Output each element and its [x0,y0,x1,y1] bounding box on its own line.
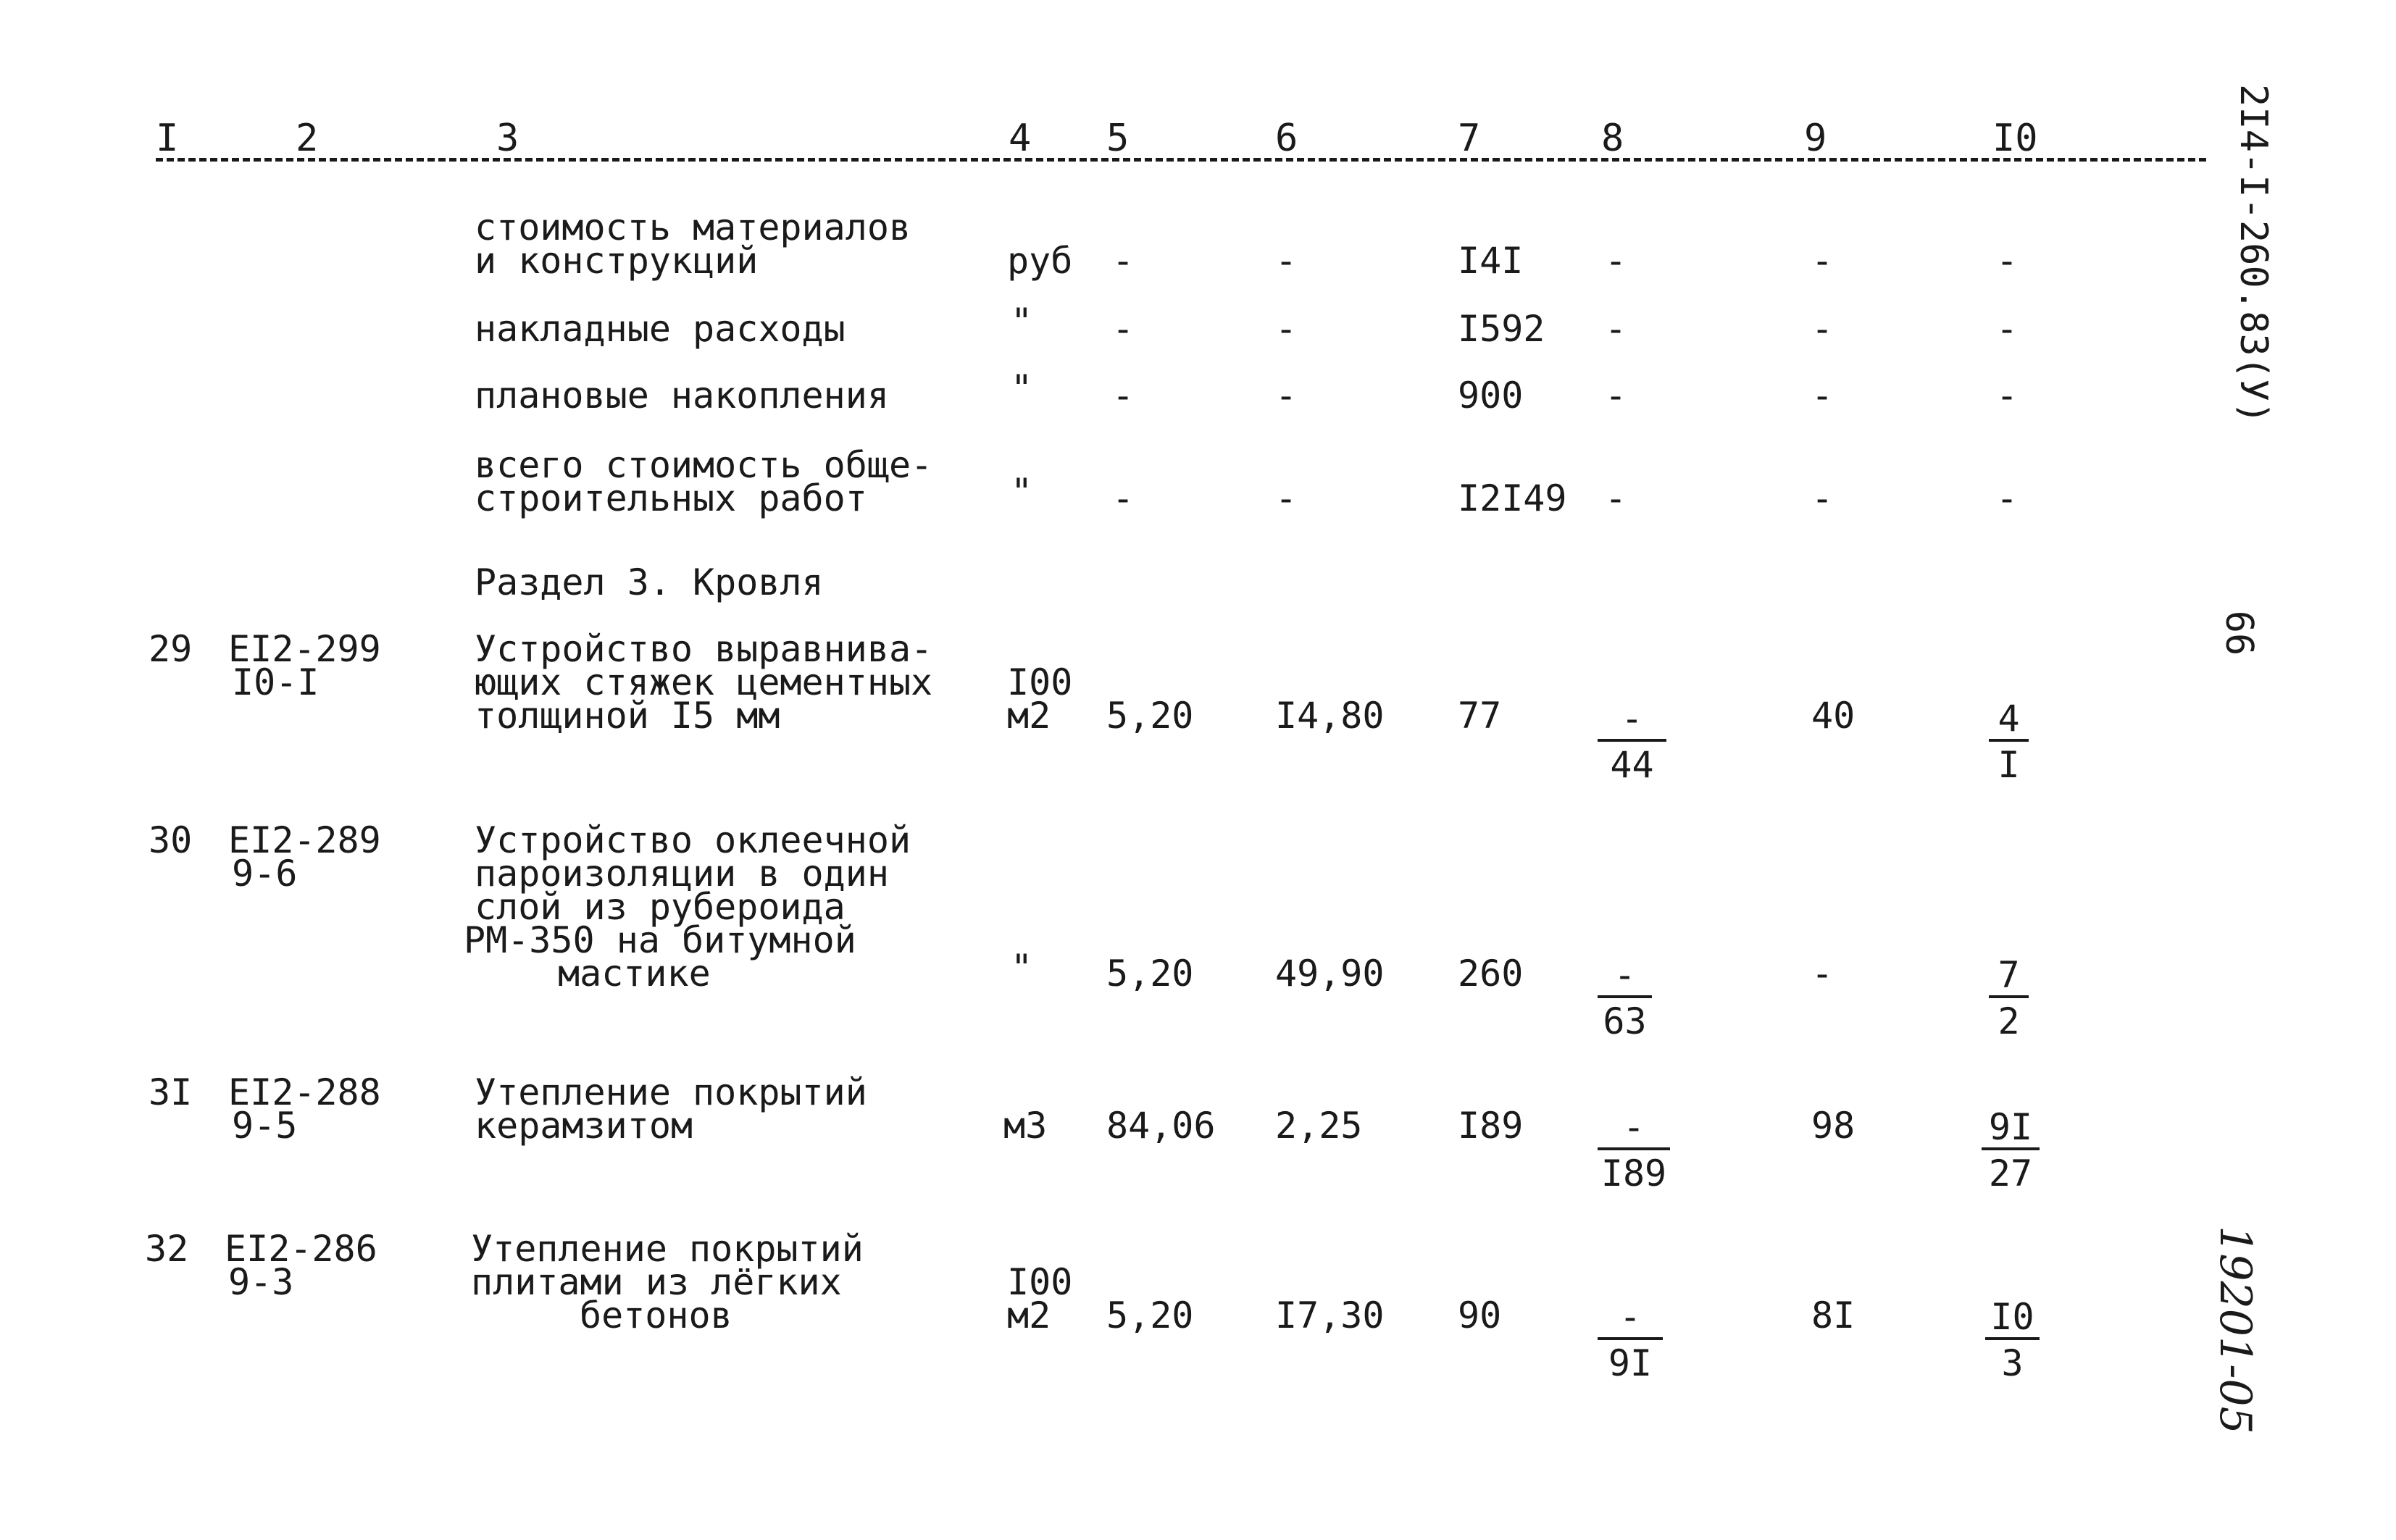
fraction-denominator: 63 [1603,1000,1647,1042]
row-col10: - [1996,240,2019,282]
fraction-denominator: I [1998,744,2020,786]
item-col5: 5,20 [1106,953,1194,995]
row-col5: - [1112,308,1135,350]
item-name-line: РМ-350 на битумной [464,919,856,961]
row-unit: руб [1007,240,1073,282]
fraction-denominator: 3 [2001,1342,2024,1384]
row-col9: - [1811,308,1834,350]
row-name-line: плановые накопления [475,374,889,417]
item-col6: I4,80 [1275,695,1385,737]
row-col8: - [1605,240,1627,282]
item-col6: 2,25 [1275,1105,1363,1147]
item-name-line: Устройство выравнива- [475,628,933,670]
row-col7: I592 [1458,308,1545,350]
item-unit-line: м2 [1007,695,1051,737]
fraction-numerator: - [1614,954,1636,996]
column-header-8: 8 [1601,117,1624,160]
page-number: 66 [2217,610,2261,656]
item-name-line: пароизоляции в один [475,853,889,895]
row-col10: - [1996,374,2019,417]
fraction-denominator: 44 [1610,744,1654,786]
item-col8-fraction [1598,1106,1670,1194]
item-name-line: бетонов [580,1294,732,1336]
row-col8: - [1605,308,1627,350]
item-name-line: ющих стяжек цементных [475,661,933,703]
column-header-6: 6 [1275,117,1298,160]
item-number: 29 [149,628,193,670]
item-number: 32 [145,1228,189,1270]
fraction-denominator: 2 [1998,1000,2020,1042]
item-col5: 5,20 [1106,1294,1194,1336]
item-name-line: Устройство оклеечной [475,819,911,861]
item-col7: 90 [1458,1294,1502,1336]
column-header-5: 5 [1106,117,1130,160]
item-col5: 84,06 [1106,1105,1216,1147]
fraction-numerator: I0 [1990,1296,2034,1338]
column-header-3: 3 [496,117,519,160]
row-col5: - [1112,240,1135,282]
item-code-line: 9-6 [232,853,298,895]
column-header-9: 9 [1804,117,1827,160]
fraction-numerator: - [1622,1106,1645,1148]
column-header-1: I [156,117,179,160]
row-col9: - [1811,374,1834,417]
row-col10: - [1996,477,2019,519]
item-col8-fraction [1598,1296,1663,1384]
document-code-label: 2I4-I-260.83(У) [2232,84,2275,424]
section-title: Раздел 3. Кровля [475,561,824,603]
item-unit-line: м2 [1007,1294,1051,1336]
fraction-denominator: I89 [1600,1152,1667,1194]
row-col6: - [1275,308,1298,350]
item-name-line: слой из рубероида [475,886,846,928]
row-name-line: накладные расходы [475,308,846,350]
item-unit-line: м3 [1003,1105,1048,1147]
item-code-line: 9-5 [232,1105,298,1147]
row-col8: - [1605,477,1627,519]
row-col10: - [1996,308,2019,350]
column-header-2: 2 [296,117,319,160]
item-number: 3I [149,1071,193,1113]
item-unit-line: " [1011,947,1033,989]
item-code-line: EI2-289 [228,819,381,861]
item-code-line: EI2-299 [228,628,381,670]
item-code-line: EI2-288 [228,1071,381,1113]
column-header-10: I0 [1992,117,2038,160]
row-col7: I2I49 [1458,477,1567,519]
fraction-numerator: 4 [1998,698,2020,740]
row-unit: " [1011,471,1033,513]
item-col6: 49,90 [1275,953,1385,995]
row-name-line: стоимость материалов [475,206,911,248]
item-name-line: керамзитом [475,1105,693,1147]
row-col6: - [1275,374,1298,417]
item-unit-line: I00 [1007,661,1073,703]
item-code-line: EI2-286 [225,1228,377,1270]
row-unit: " [1011,301,1033,343]
fraction-denominator: 9I [1608,1342,1653,1384]
row-unit: " [1011,367,1033,409]
archive-stamp-number: 19201-05 [2210,1226,2261,1434]
item-col5: 5,20 [1106,695,1194,737]
item-col7: I89 [1458,1105,1524,1147]
row-col9: - [1811,477,1834,519]
item-number: 30 [149,819,193,861]
row-col8: - [1605,374,1627,417]
item-name-line: толщиной I5 мм [475,695,780,737]
item-col10-fraction [1982,1106,2040,1194]
fraction-numerator: - [1619,1296,1642,1338]
item-name-line: мастике [558,953,711,995]
column-header-4: 4 [1009,117,1032,160]
row-col6: - [1275,240,1298,282]
row-col5: - [1112,477,1135,519]
item-col9: 98 [1811,1105,1856,1147]
item-col7: 77 [1458,695,1502,737]
item-name-line: Утепление покрытий [471,1228,864,1270]
row-col7: 900 [1458,374,1524,417]
item-col10-fraction [1985,1296,2040,1384]
item-name-line: плитами из лёгких [471,1261,842,1303]
row-name-line: и конструкций [475,240,759,282]
fraction-denominator: 27 [1988,1152,2033,1194]
item-col7: 260 [1458,953,1524,995]
item-col9: 8I [1811,1294,1856,1336]
fraction-numerator: 9I [1988,1106,2033,1148]
row-name-line: всего стоимость обще- [475,444,933,486]
item-col9: 40 [1811,695,1856,737]
item-name-line: Утепление покрытий [475,1071,867,1113]
row-col9: - [1811,240,1834,282]
item-col8-fraction [1598,954,1652,1042]
item-col10-fraction [1989,954,2029,1042]
row-col7: I4I [1458,240,1524,282]
item-col10-fraction [1989,698,2029,786]
item-col6: I7,30 [1275,1294,1385,1336]
row-name-line: строительных работ [475,477,867,519]
row-col5: - [1112,374,1135,417]
fraction-numerator: - [1621,698,1643,740]
item-code-line: I0-I [232,661,320,703]
header-rule [156,158,2206,162]
item-col9: - [1811,953,1834,995]
fraction-numerator: 7 [1998,954,2020,996]
item-unit-line: I00 [1007,1261,1073,1303]
item-col8-fraction [1598,698,1666,786]
item-code-line: 9-3 [228,1261,294,1303]
column-header-7: 7 [1458,117,1481,160]
row-col6: - [1275,477,1298,519]
